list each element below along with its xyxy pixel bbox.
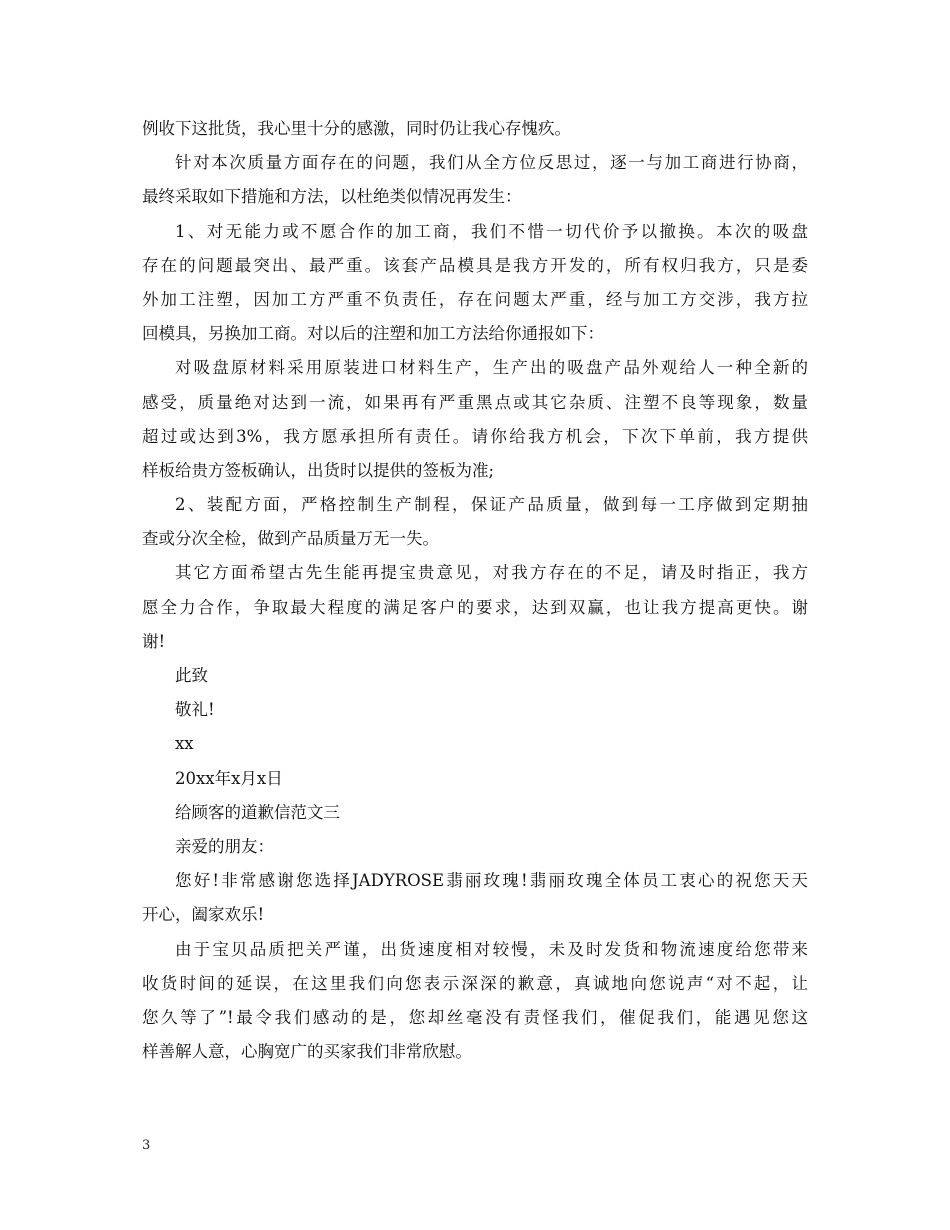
text-line: 其它方面希望古先生能再提宝贵意见，对我方存在的不足，请及时指正，我方: [175, 563, 808, 583]
text-line: 样善解人意，心胸宽广的买家我们非常欣慰。: [142, 1042, 472, 1062]
text-line: 开心，阖家欢乐!: [142, 905, 265, 925]
closing-regards: 敬礼!: [175, 700, 215, 720]
text-line: 收货时间的延误，在这里我们向您表示深深的歉意，真诚地向您说声“对不起，让: [142, 973, 808, 993]
text-line: 1、对无能力或不愿合作的加工商，我们不惜一切代价予以撤换。本次的吸盘: [175, 221, 808, 241]
text-line: 样板给贵方签板确认，出货时以提供的签板为准;: [142, 460, 495, 480]
letter-greeting: 亲爱的朋友：: [175, 836, 274, 856]
section-heading: 给顾客的道歉信范文三: [175, 802, 340, 822]
text-line: 存在的问题最突出、最严重。该套产品模具是我方开发的，所有权归我方，只是委: [142, 255, 808, 275]
document-body: [142, 112, 808, 1069]
text-line: 2、装配方面，严格控制生产制程，保证产品质量，做到每一工序做到定期抽: [175, 495, 808, 515]
signature-name: xx: [175, 734, 194, 754]
text-line: 外加工注塑，因加工方严重不负责任，存在问题太严重，经与加工方交涉，我方拉: [142, 289, 808, 309]
text-line: 由于宝贝品质把关严谨，出货速度相对较慢，未及时发货和物流速度给您带来: [175, 939, 808, 959]
text-line: 查或分次全检，做到产品质量万无一失。: [142, 529, 439, 549]
text-line: 例收下这批货，我心里十分的感激，同时仍让我心存愧疚。: [142, 119, 571, 138]
text-line: 谢!: [142, 631, 166, 651]
text-line: 感受，质量绝对达到一流，如果再有严重黑点或其它杂质、注塑不良等现象，数量: [142, 392, 808, 412]
closing-salutation: 此致: [175, 666, 208, 685]
text-line: 您久等了”!最令我们感动的是，您却丝毫没有责怪我们，催促我们，能遇见您这: [142, 1007, 808, 1027]
text-line: 愿全力合作，争取最大程度的满足客户的要求，达到双赢，也让我方提高更快。谢: [142, 597, 808, 617]
text-line: 对吸盘原材料采用原装进口材料生产，生产出的吸盘产品外观给人一种全新的: [175, 358, 808, 378]
text-line: 您好!非常感谢您选择JADYROSE翡丽玫瑰!翡丽玫瑰全体员工衷心的祝您天天: [175, 871, 808, 891]
signature-date: 20xx年x月x日: [175, 768, 283, 788]
text-line: 超过或达到3%，我方愿承担所有责任。请你给我方机会，下次下单前，我方提供: [142, 426, 808, 446]
page-number: 3: [142, 1138, 151, 1153]
text-line: 最终采取如下措施和方法，以杜绝类似情况再发生：: [142, 187, 522, 207]
text-line: 针对本次质量方面存在的问题，我们从全方位反思过，逐一与加工商进行协商，: [175, 153, 808, 173]
text-line: 回模具，另换加工商。对以后的注塑和加工方法给你通报如下：: [142, 324, 604, 344]
